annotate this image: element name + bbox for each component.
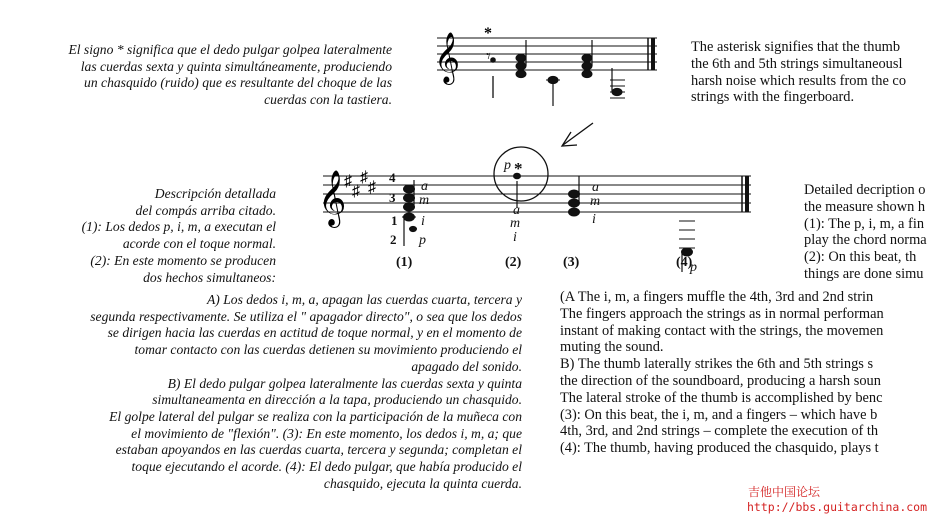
english-description-line: (2): On this beat, th: [804, 249, 917, 266]
top-staff: [437, 38, 657, 70]
english-body-line: (3): On this beat, the i, m, and a fingers – which have b: [560, 406, 878, 423]
string-number: 1: [391, 213, 398, 228]
string-number: 3: [389, 190, 396, 205]
top-note-head: [516, 62, 526, 69]
finger-p: p: [419, 233, 426, 248]
rest-icon: 𝄾: [486, 46, 491, 66]
finger-i: i: [592, 212, 596, 227]
spanish-description-line: del compás arriba citado.: [135, 202, 276, 218]
string-number: 4: [389, 170, 396, 185]
english-description-line: the measure shown h: [804, 198, 926, 215]
top-staff-notes: [486, 40, 625, 106]
spanish-intro-line: un chasquido (ruido) que es resultante del choque de las: [84, 75, 392, 91]
spanish-intro-line: cuerdas con la tastiera.: [264, 92, 392, 108]
spanish-body-line: estaban apoyandos en las cuerdas cuarta, tercera y segunda; completan el: [115, 442, 522, 458]
finger-a: a: [513, 203, 520, 218]
english-body-line: B) The thumb laterally strikes the 6th and 5th strings s: [560, 356, 874, 373]
spanish-body-line: A) Los dedos i, m, a, apagan las cuerdas cuarta, tercera y: [206, 292, 522, 307]
top-stem-dot: [491, 58, 496, 63]
finger-p: p: [504, 158, 511, 173]
english-body-line: The fingers approach the strings as in normal performan: [560, 305, 884, 322]
finger-i: i: [421, 214, 425, 229]
english-body-line: instant of making contact with the strings, the movemen: [560, 322, 884, 339]
spanish-body-line: El golpe lateral del pulgar se realiza con la participación de la muñeca con: [109, 408, 522, 424]
english-intro-line: the 6th and 5th strings simultaneousl: [691, 55, 903, 72]
spanish-body-line: apagado del sonido.: [411, 358, 522, 374]
english-description-line: play the chord norma: [804, 232, 927, 249]
spanish-body-line: segunda respectivamente. Se utiliza el " apagador directo", o sea que los dedos: [90, 308, 522, 324]
svg-text:♯: ♯: [360, 169, 368, 186]
asterisk-symbol: *: [484, 25, 492, 42]
watermark-title: 吉他中国论坛: [748, 485, 821, 499]
beat-labels: [396, 255, 693, 270]
finger-a: a: [592, 180, 599, 195]
top-note-head: [516, 70, 526, 77]
finger-m: m: [510, 216, 521, 231]
spanish-body-line: tomar contacto con las cuerdas detienen su movimiento produciendo el: [134, 342, 522, 358]
middle-staff: [323, 176, 751, 212]
english-intro-line: The asterisk signifies that the thumb: [691, 39, 901, 55]
spanish-description-line: (2): En este momento se producen: [90, 252, 276, 268]
beat-label: (4): [676, 255, 693, 270]
english-body-line: 4th, 3rd, and 2nd strings – complete the execution of th: [560, 423, 879, 440]
watermark-url: http://bbs.guitarchina.com: [747, 500, 928, 514]
beat-label: (2): [505, 255, 522, 270]
string-number: 2: [390, 232, 397, 247]
english-description-line: Detailed decription o: [804, 182, 926, 198]
string-numbers: [389, 170, 398, 247]
top-note-head: [582, 54, 592, 61]
beat-label: (1): [396, 255, 413, 270]
english-body-line: the direction of the soundboard, producing a harsh soun: [560, 372, 881, 389]
english-intro-line: harsh noise which results from the co: [691, 72, 907, 89]
english-body-line: muting the sound.: [560, 339, 664, 356]
top-note-head: [582, 70, 592, 77]
spanish-description-line: (1): Los dedos p, i, m, a executan el: [81, 219, 276, 235]
spanish-description-line: Descripción detallada: [154, 186, 276, 201]
finger-m: m: [590, 194, 601, 209]
chord-3: [567, 176, 581, 216]
spanish-body-line: se dirigen hacia las cuerdas en actitud de toque normal, y en el momento de: [107, 325, 522, 341]
english-description-line: (1): The p, i, m, a fin: [804, 215, 925, 232]
english-body-line: (4): The thumb, having produced the chasquido, plays t: [560, 440, 879, 457]
key-signature: [344, 169, 376, 200]
top-note-head: [516, 54, 526, 61]
spanish-intro-line: El signo * significa que el dedo pulgar golpea lateralmente: [68, 42, 392, 57]
english-description-line: things are done simu: [804, 265, 924, 282]
treble-clef-icon: 𝄞: [434, 33, 461, 82]
svg-text:♯: ♯: [368, 179, 376, 196]
finger-m: m: [419, 193, 430, 208]
english-body-line: (A The i, m, a fingers muffle the 4th, 3rd and 2nd strin: [560, 289, 874, 305]
spanish-body-line: chasquido, ejecuta la quinta cuerda.: [323, 475, 522, 491]
finger-i: i: [513, 230, 517, 245]
svg-text:♯: ♯: [344, 173, 352, 190]
annotation-arrow-icon: [562, 123, 593, 146]
english-body-line: The lateral stroke of the thumb is accomplished by benc: [560, 389, 883, 406]
top-note-head: [582, 62, 592, 69]
spanish-body-line: el movimiento de "flexión". (3): En este momento, los dedos i, m, a; que: [131, 425, 522, 441]
svg-text:♯: ♯: [352, 183, 360, 200]
beat-label: (3): [563, 255, 580, 270]
spanish-description-line: dos hechos simultaneos:: [143, 269, 276, 285]
spanish-description-line: acorde con el toque normal.: [122, 236, 276, 252]
english-intro-line: strings with the fingerboard.: [691, 89, 855, 106]
spanish-body-line: B) El dedo pulgar golpea lateralmente las cuerdas sexta y quinta: [167, 375, 522, 391]
asterisk-symbol: *: [514, 159, 523, 178]
chord-1: [402, 180, 417, 246]
spanish-body-line: toque ejecutando el acorde. (4): El dedo pulgar, que había producido el: [131, 459, 522, 475]
finger-p: p: [690, 260, 697, 275]
spanish-body-line: simultaneamenta en dirección a la tapa, produciendo un chasquido.: [152, 392, 522, 408]
spanish-intro-line: las cuerdas sexta y quinta simultáneamente, produciendo: [80, 58, 392, 74]
finger-a: a: [421, 179, 428, 194]
treble-clef-icon: 𝄞: [318, 172, 347, 225]
